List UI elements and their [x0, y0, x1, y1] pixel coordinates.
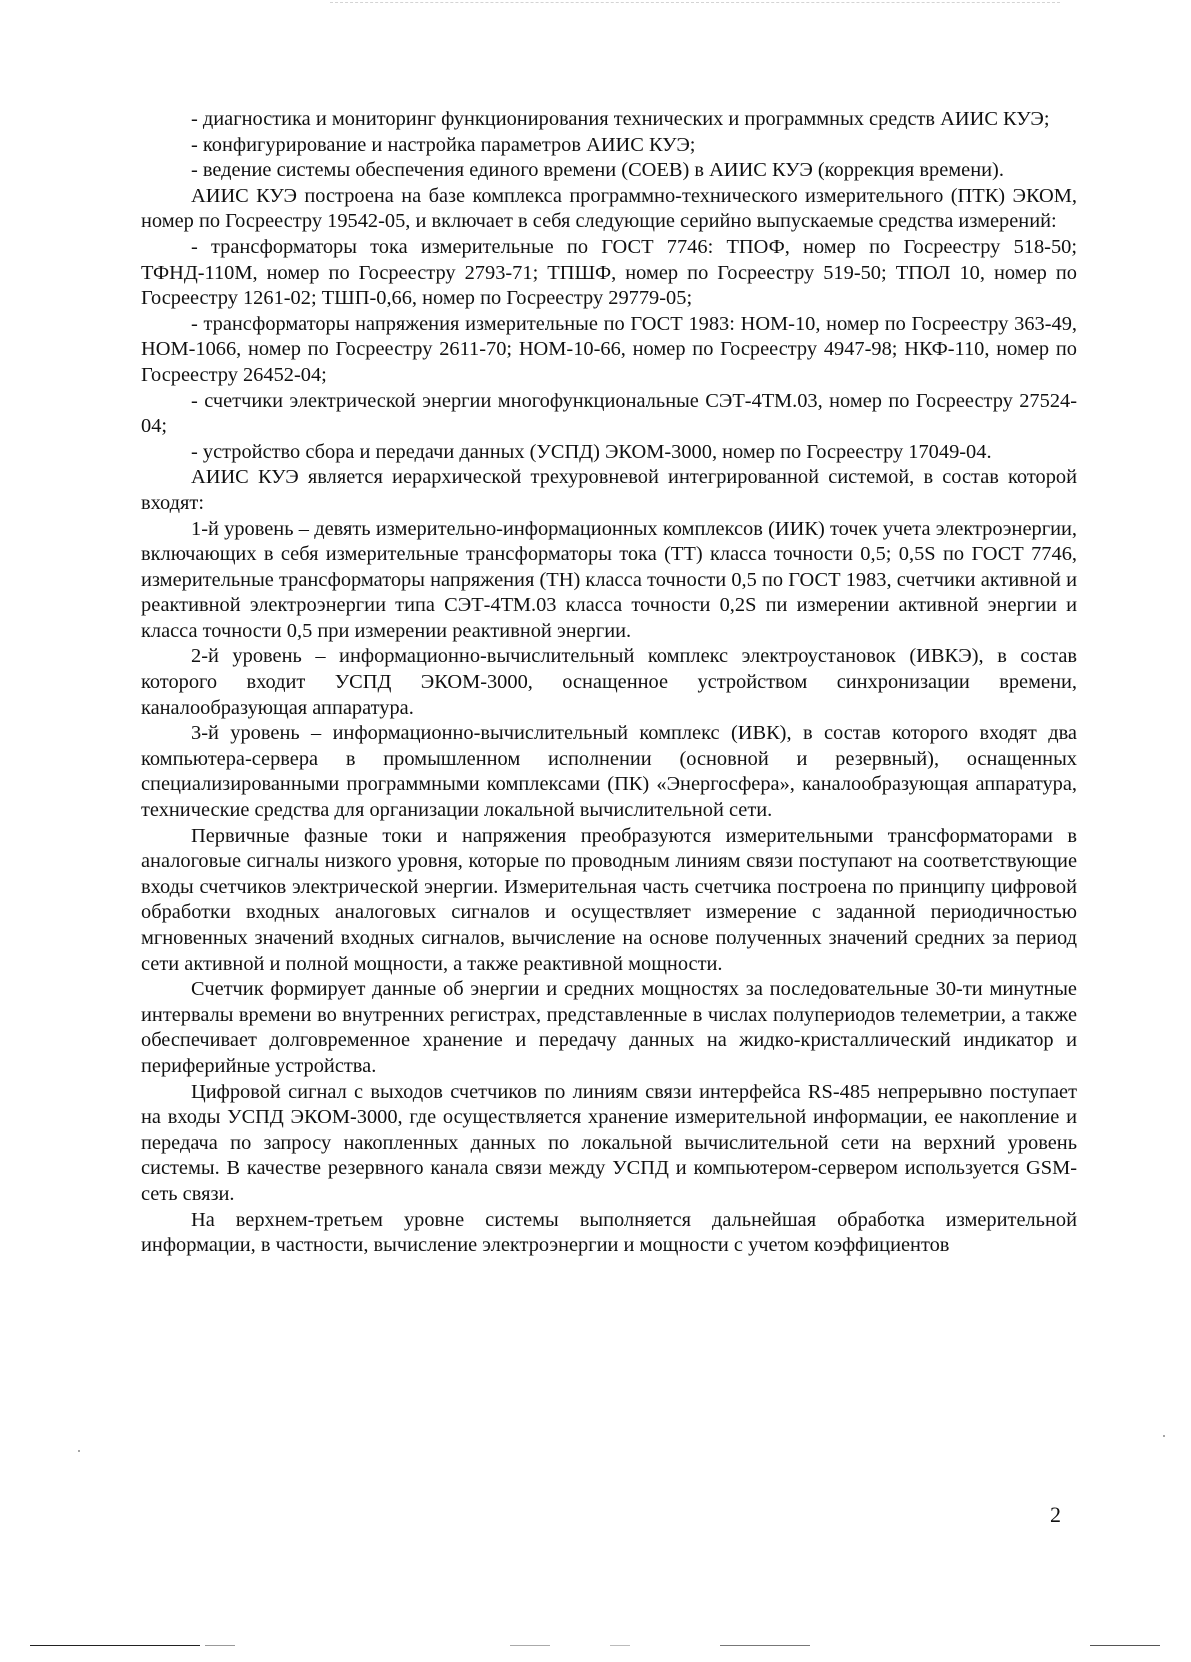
page-number: 2 [1050, 1502, 1061, 1527]
list-item-voltage-transformers: - трансформаторы напряжения измерительные по ГОСТ 1983: НОМ-10, номер по Госреестру 363-49, НОМ-1066, номер по Госреестру 2611-70; НОМ-10-66, номер по Госреестру 4947-98; НКФ-110, номер по Госреестру 26452-04; [141, 312, 1077, 386]
paragraph-time-system: - ведение системы обеспечения единого времени (СОЕВ) в АИИС КУЭ (коррекция времени). [191, 159, 1004, 182]
paragraph-level-3: 3-й уровень – информационно-вычислительный комплекс (ИВК), в состав которого входят два компьютера-сервера в промышленном исполнении (основной и резервный), оснащенных специализированными программными комплексами (ПК) «Энергосфера», каналообразующая аппаратура, технические средства для организации локальной вычислительной сети. [141, 722, 1077, 822]
list-item-current-transformers: - трансформаторы тока измерительные по ГОСТ 7746: ТПОФ, номер по Госреестру 518-50; ТФНД-110М, номер по Госреестру 2793-71; ТПШФ, номер по Госреестру 519-50; ТПОЛ 10, номер по Госреестру 1261-02; ТШП-0,66, номер по Госреестру 29779-05; [141, 235, 1077, 310]
scan-speck [78, 1450, 80, 1452]
paragraph-ptk-ekom: АИИС КУЭ построена на базе комплекса программно-технического измерительного (ПТК) ЭКОМ, номер по Госреестру 19542-05, и включает в себя следующие серийно выпускаемые средства измерений: [141, 184, 1077, 233]
paragraph-hierarchy: АИИС КУЭ является иерархической трехуровневой интегрированной системой, в состав которой входят: [141, 466, 1077, 514]
scan-speck [1163, 1435, 1165, 1437]
document-body [141, 107, 1077, 1259]
paragraph-primary-currents: Первичные фазные токи и напряжения преобразуются измерительными трансформаторами в аналоговые сигналы низкого уровня, которые по проводным линиям связи поступают на соответствующие входы счетчиков электрической энергии. Измерительная часть счетчика построена по принципу цифровой обработки входных аналоговых сигналов и осуществляет измерение с заданной периодичностью мгновенных значений входных сигналов, вычисление на основе полученных значений средних за период сети активной и полной мощности, а также реактивной мощности. [141, 824, 1077, 975]
paragraph-meter-data: Счетчик формирует данные об энергии и средних мощностях за последовательные 30-ти минутные интервалы времени во внутренних регистрах, представленные в числах полупериодов телеметрии, а также обеспечивает долговременное хранение и передачу данных на жидко-кристаллический индикатор и периферийные устройства. [141, 978, 1077, 1077]
paragraph-diagnostics: - диагностика и мониторинг функционирования технических и программных средств АИИС КУЭ; [191, 108, 1050, 130]
list-item-energy-meters: - счетчики электрической энергии многофункциональные СЭТ-4ТМ.03, номер по Госреестру 27524-04; [141, 389, 1077, 438]
paragraph-level-2: 2-й уровень – информационно-вычислительный комплекс электроустановок (ИВКЭ), в состав которого входит УСПД ЭКОМ-3000, оснащенное устройством синхронизации времени, каналообразующая аппаратура. [141, 645, 1077, 719]
scan-artifact-top [330, 2, 1060, 9]
paragraph-configuration: - конфигурирование и настройка параметров АИИС КУЭ; [191, 133, 696, 156]
list-item-uspd: - устройство сбора и передачи данных (УСПД) ЭКОМ-3000, номер по Госреестру 17049-04. [191, 440, 992, 463]
paragraph-level-1: 1-й уровень – девять измерительно-информационных комплексов (ИИК) точек учета электроэнергии, включающих в себя измерительные трансформаторы тока (ТТ) класса точности 0,5; 0,5S по ГОСТ 7746, измерительные трансформаторы напряжения (ТН) класса точности 0,5 по ГОСТ 1983, счетчики активной и реактивной электроэнергии типа СЭТ-4ТМ.03 класса точности 0,2S пи измерении активной энергии и класса точности 0,5 при измерении реактивной энергии. [141, 517, 1077, 642]
scan-artifact-bottom [30, 1645, 1160, 1649]
paragraph-upper-level: На верхнем-третьем уровне системы выполняется дальнейшая обработка измерительной информации, в частности, вычисление электроэнергии и мощности с учетом коэффициентов [141, 1208, 1077, 1257]
paragraph-digital-signal: Цифровой сигнал с выходов счетчиков по линиям связи интерфейса RS-485 непрерывно поступает на входы УСПД ЭКОМ-3000, где осуществляется хранение измерительной информации, ее накопление и передача по запросу накопленных данных по локальной вычислительной сети на верхний уровень системы. В качестве резервного канала связи между УСПД и компьютером-сервером используется GSM-сеть связи. [141, 1080, 1077, 1205]
